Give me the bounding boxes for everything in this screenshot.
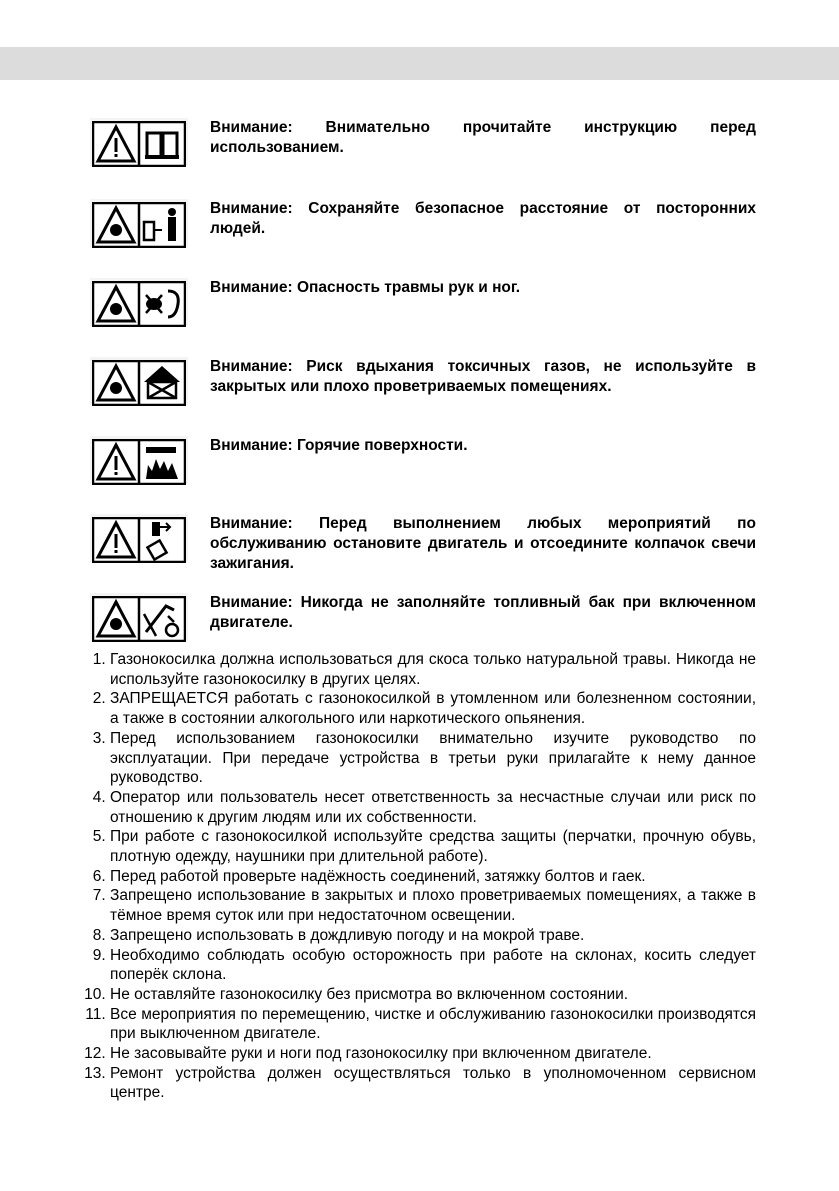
warning-text: Внимание: Риск вдыхания токсичных газов, не используйте в закрытых или плохо проветриваемых помещениях. bbox=[210, 358, 756, 395]
warning-text: Внимание: Никогда не заполняйте топливный бак при включенном двигателе. bbox=[210, 594, 756, 631]
list-item: 8. Запрещено использовать в дождливую погоду и на мокрой траве. bbox=[110, 926, 756, 946]
warning-keep-distance-icon bbox=[90, 199, 188, 247]
list-item: 11. Все мероприятия по перемещению, чистке и обслуживанию газонокосилки производятся при выключенном двигателе. bbox=[110, 1005, 756, 1044]
list-item: 6. Перед работой проверьте надёжность соединений, затяжку болтов и гаек. bbox=[110, 867, 756, 887]
list-item: 1. Газонокосилка должна использоваться для скоса только натуральной травы. Никогда не используйте газонокосилку в других целях. bbox=[110, 650, 756, 689]
warning-read-manual-icon bbox=[90, 118, 188, 166]
warning-text: Внимание: Перед выполнением любых мероприятий по обслуживанию остановите двигатель и отсоедините колпачок свечи зажигания. bbox=[210, 515, 756, 572]
list-item: 13. Ремонт устройства должен осуществляться только в уполномоченном сервисном центре. bbox=[110, 1064, 756, 1103]
warning-text: Внимание: Сохраняйте безопасное расстояние от посторонних людей. bbox=[210, 200, 756, 237]
list-item: 7. Запрещено использование в закрытых и плохо проветриваемых помещениях, а также в тёмное время суток или при недостаточном освещении. bbox=[110, 886, 756, 925]
warning-toxic-gas-icon bbox=[90, 357, 188, 405]
list-item: 3. Перед использованием газонокосилки внимательно изучите руководство по эксплуатации. При передаче устройства в третьи руки прилагайте к нему данное руководство. bbox=[110, 729, 756, 788]
list-item: 10. Не оставляйте газонокосилку без присмотра во включенном состоянии. bbox=[110, 985, 756, 1005]
warning-no-refuel-running-icon bbox=[90, 593, 188, 641]
warning-hand-foot-injury-icon bbox=[90, 278, 188, 326]
warning-text: Внимание: Горячие поверхности. bbox=[210, 437, 468, 454]
list-item: 12. Не засовывайте руки и ноги под газонокосилку при включенном двигателе. bbox=[110, 1044, 756, 1064]
warning-text: Внимание: Внимательно прочитайте инструкцию перед использованием. bbox=[210, 119, 756, 156]
warning-hot-surface-icon bbox=[90, 436, 188, 484]
list-item: 5. При работе с газонокосилкой используйте средства защиты (перчатки, прочную обувь, плотную одежду, наушники при длительной работе). bbox=[110, 827, 756, 866]
list-item: 9. Необходимо соблюдать особую осторожность при работе на склонах, косить следует поперёк склона. bbox=[110, 946, 756, 985]
list-item: 4. Оператор или пользователь несет ответственность за несчастные случаи или риск по отношению к другим людям или их собственности. bbox=[110, 788, 756, 827]
warning-disconnect-spark-plug-icon bbox=[90, 514, 188, 562]
warning-text: Внимание: Опасность травмы рук и ног. bbox=[210, 279, 521, 296]
list-item: 2. ЗАПРЕЩАЕТСЯ работать с газонокосилкой в утомленном или болезненном состоянии, а также в состоянии алкогольного или наркотического опьянения. bbox=[110, 689, 756, 728]
header-band bbox=[0, 47, 839, 80]
safety-rules-list bbox=[80, 650, 756, 1103]
